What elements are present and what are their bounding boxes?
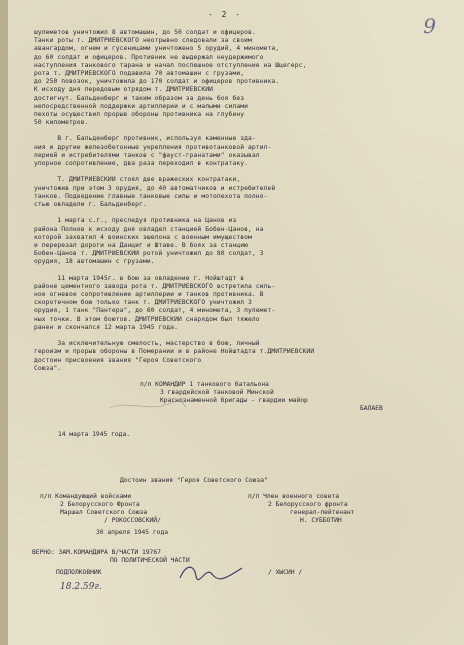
body-line bbox=[34, 266, 438, 274]
handwritten-page-mark: 9 bbox=[423, 14, 436, 38]
body-line: В г. Бальденберг противник, используя каменные зда- bbox=[34, 135, 256, 143]
body-line: стью овладели г. Бальденберг. bbox=[34, 200, 147, 208]
body-line: лерией и истребителями танков с "фауст-гранатами" оказывал bbox=[34, 151, 260, 159]
verified-line-1: ВЕРНО: ЗАМ.КОМАНДИРА В/ЧАСТИ 19767 bbox=[32, 549, 161, 556]
second-date: 30 апреля 1945 года bbox=[96, 529, 169, 536]
commander-role-line-1: п/п КОМАНДИР 1 танкового батальона bbox=[140, 381, 269, 388]
council-member-line-3: генерал-лейтенант bbox=[290, 509, 355, 516]
front-commander-line-1: п/п Командующий войсками bbox=[40, 493, 131, 500]
body-line: достоин присвоения звания "Героя Советского bbox=[34, 356, 202, 364]
body-line: достигнут. Бальденберг и таким образом за день боя без bbox=[34, 94, 245, 102]
front-commander-line-2: 2 Белорусского Фронта bbox=[60, 501, 140, 508]
body-line: 11 марта 1945г. в бою за овладение г. Нойштадт в bbox=[34, 274, 245, 282]
body-text bbox=[34, 29, 438, 373]
commander-role-line-2: 3 гвардейской танковой Минской bbox=[160, 389, 274, 396]
body-line: Т. ДМИТРИЕВСКИЙ стоял две вражеских контратаки, bbox=[34, 176, 241, 184]
verified-name: / ХЫСИН / bbox=[268, 569, 303, 576]
body-line: которой захватил 4 воинских эшелона с военным имуществом bbox=[34, 233, 252, 241]
body-line: ния и другие железобетонные укрепления противотанковой артил- bbox=[34, 143, 272, 151]
body-line: до 60 солдат и офицеров. Противник не выдержал неудержимого bbox=[34, 53, 264, 61]
body-line: орудия, 1 танк "Пантера", до 60 солдат, 4 миномета, 3 пулемет- bbox=[34, 307, 276, 315]
body-line: ных точки. В этом боютов. ДМИТРИЕВСКИЙ снарядом был тяжело bbox=[34, 315, 260, 323]
body-line: скоротечном бою только танк т. ДМИТРИЕВСКОГО уничтожил 3 bbox=[34, 299, 252, 307]
verified-date-handwritten: 18.2.59г. bbox=[60, 582, 102, 592]
council-member-name: Н. СУББОТИН bbox=[300, 517, 342, 524]
body-line: 1 марта с.г., преследуя противника на Цанов из bbox=[34, 217, 237, 225]
front-commander-line-3: Маршал Советского Союза bbox=[60, 509, 148, 516]
body-line: пехоты осуществил прорыв обороны противника на глубину bbox=[34, 110, 245, 118]
body-line: За исключительную смелость, мастерство в бою, личный bbox=[34, 340, 260, 348]
council-member-line-2: 2 Белорусского фронта bbox=[268, 501, 348, 508]
body-line: 50 километров. bbox=[34, 119, 89, 127]
body-line: Союза". bbox=[34, 364, 62, 372]
worthy-line: Достоин звания "Героя Советского Союза" bbox=[120, 477, 268, 484]
body-line: непосредственной поддержки артиллерии и с малыми силами bbox=[34, 102, 249, 110]
body-line: до 250 повозок, уничтожила до 170 солдат и офицеров противника. bbox=[34, 78, 280, 86]
front-commander-name: / РОКОССОВСКИЙ/ bbox=[104, 517, 161, 524]
page-number: - 2 - bbox=[208, 10, 243, 19]
body-line: Танки роты т. ДМИТРИЕВСКОГО неотрывно следовали за своим bbox=[34, 37, 252, 45]
council-member-line-1: п/п Член военного совета bbox=[248, 493, 339, 500]
signature-scribble bbox=[176, 560, 246, 586]
body-line: наступления танкового тарана и начал поспешное отступление на Шцегерс, bbox=[34, 61, 307, 69]
body-line: ное огневое сопротивление артиллерии и танков противника. В bbox=[34, 291, 264, 298]
body-line bbox=[34, 209, 438, 217]
commander-role-line-3: Краснознаменной бригады - гвардии майор bbox=[160, 397, 308, 404]
body-line: рота т. ДМИТРИЕВСКОГО подавила 70 автомашин с грузами, bbox=[34, 69, 245, 77]
body-line: К исходу дня передовым отрядом т. ДМИТРИЕВСКИЙ bbox=[34, 86, 213, 94]
verified-line-2: ПО ПОЛИТИЧЕСКОЙ ЧАСТИ bbox=[110, 557, 190, 564]
body-line: и перерезал дороги на Данциг и Штаве. В боях за станцию bbox=[34, 241, 249, 249]
body-line: авангардом, огнем и гусеницами уничтожено 5 орудий, 4 минометa, bbox=[34, 45, 280, 53]
body-line bbox=[34, 332, 438, 340]
stamp-scribble bbox=[108, 398, 188, 416]
page-edge bbox=[0, 0, 8, 645]
body-line bbox=[34, 168, 438, 176]
body-line: упорное сопротивление, два раза переходил в контратаку. bbox=[34, 160, 249, 167]
body-line bbox=[34, 127, 438, 135]
body-line: районе цементного завода рота т. ДМИТРИЕВСКОГО встретила силь- bbox=[34, 282, 276, 290]
body-line: уничтожив при этом 3 орудия, до 40 автоматчиков и истребителей bbox=[34, 184, 276, 192]
commander-date: 14 марта 1945 года. bbox=[58, 431, 131, 438]
body-line: героизм и прорыв обороны в Померании и в районе Нойштадта т.ДМИТРИЕВСКИЙ bbox=[34, 348, 315, 356]
commander-name: БАЛАЕВ bbox=[360, 405, 383, 412]
body-line: орудия, 18 автомашин с грузами. bbox=[34, 258, 155, 266]
body-line: танков. Подведение главные танковые силы и мотопехота полно- bbox=[34, 192, 268, 200]
body-line: района Полнов к исходу дня овладел станцией Бобен-Цанов, на bbox=[34, 225, 264, 233]
body-line: Бобен-Цанов т. ДМИТРИЕВСКИЙ ротой уничтожил до 80 солдат, 3 bbox=[34, 250, 264, 258]
body-line: ранен и скончался 12 марта 1945 года. bbox=[34, 323, 178, 331]
verified-rank: ПОДПОЛКОВНИК bbox=[56, 569, 102, 576]
body-line: шулеметов уничтожил 8 автомашин, до 50 солдат и офицеров. bbox=[34, 29, 256, 36]
